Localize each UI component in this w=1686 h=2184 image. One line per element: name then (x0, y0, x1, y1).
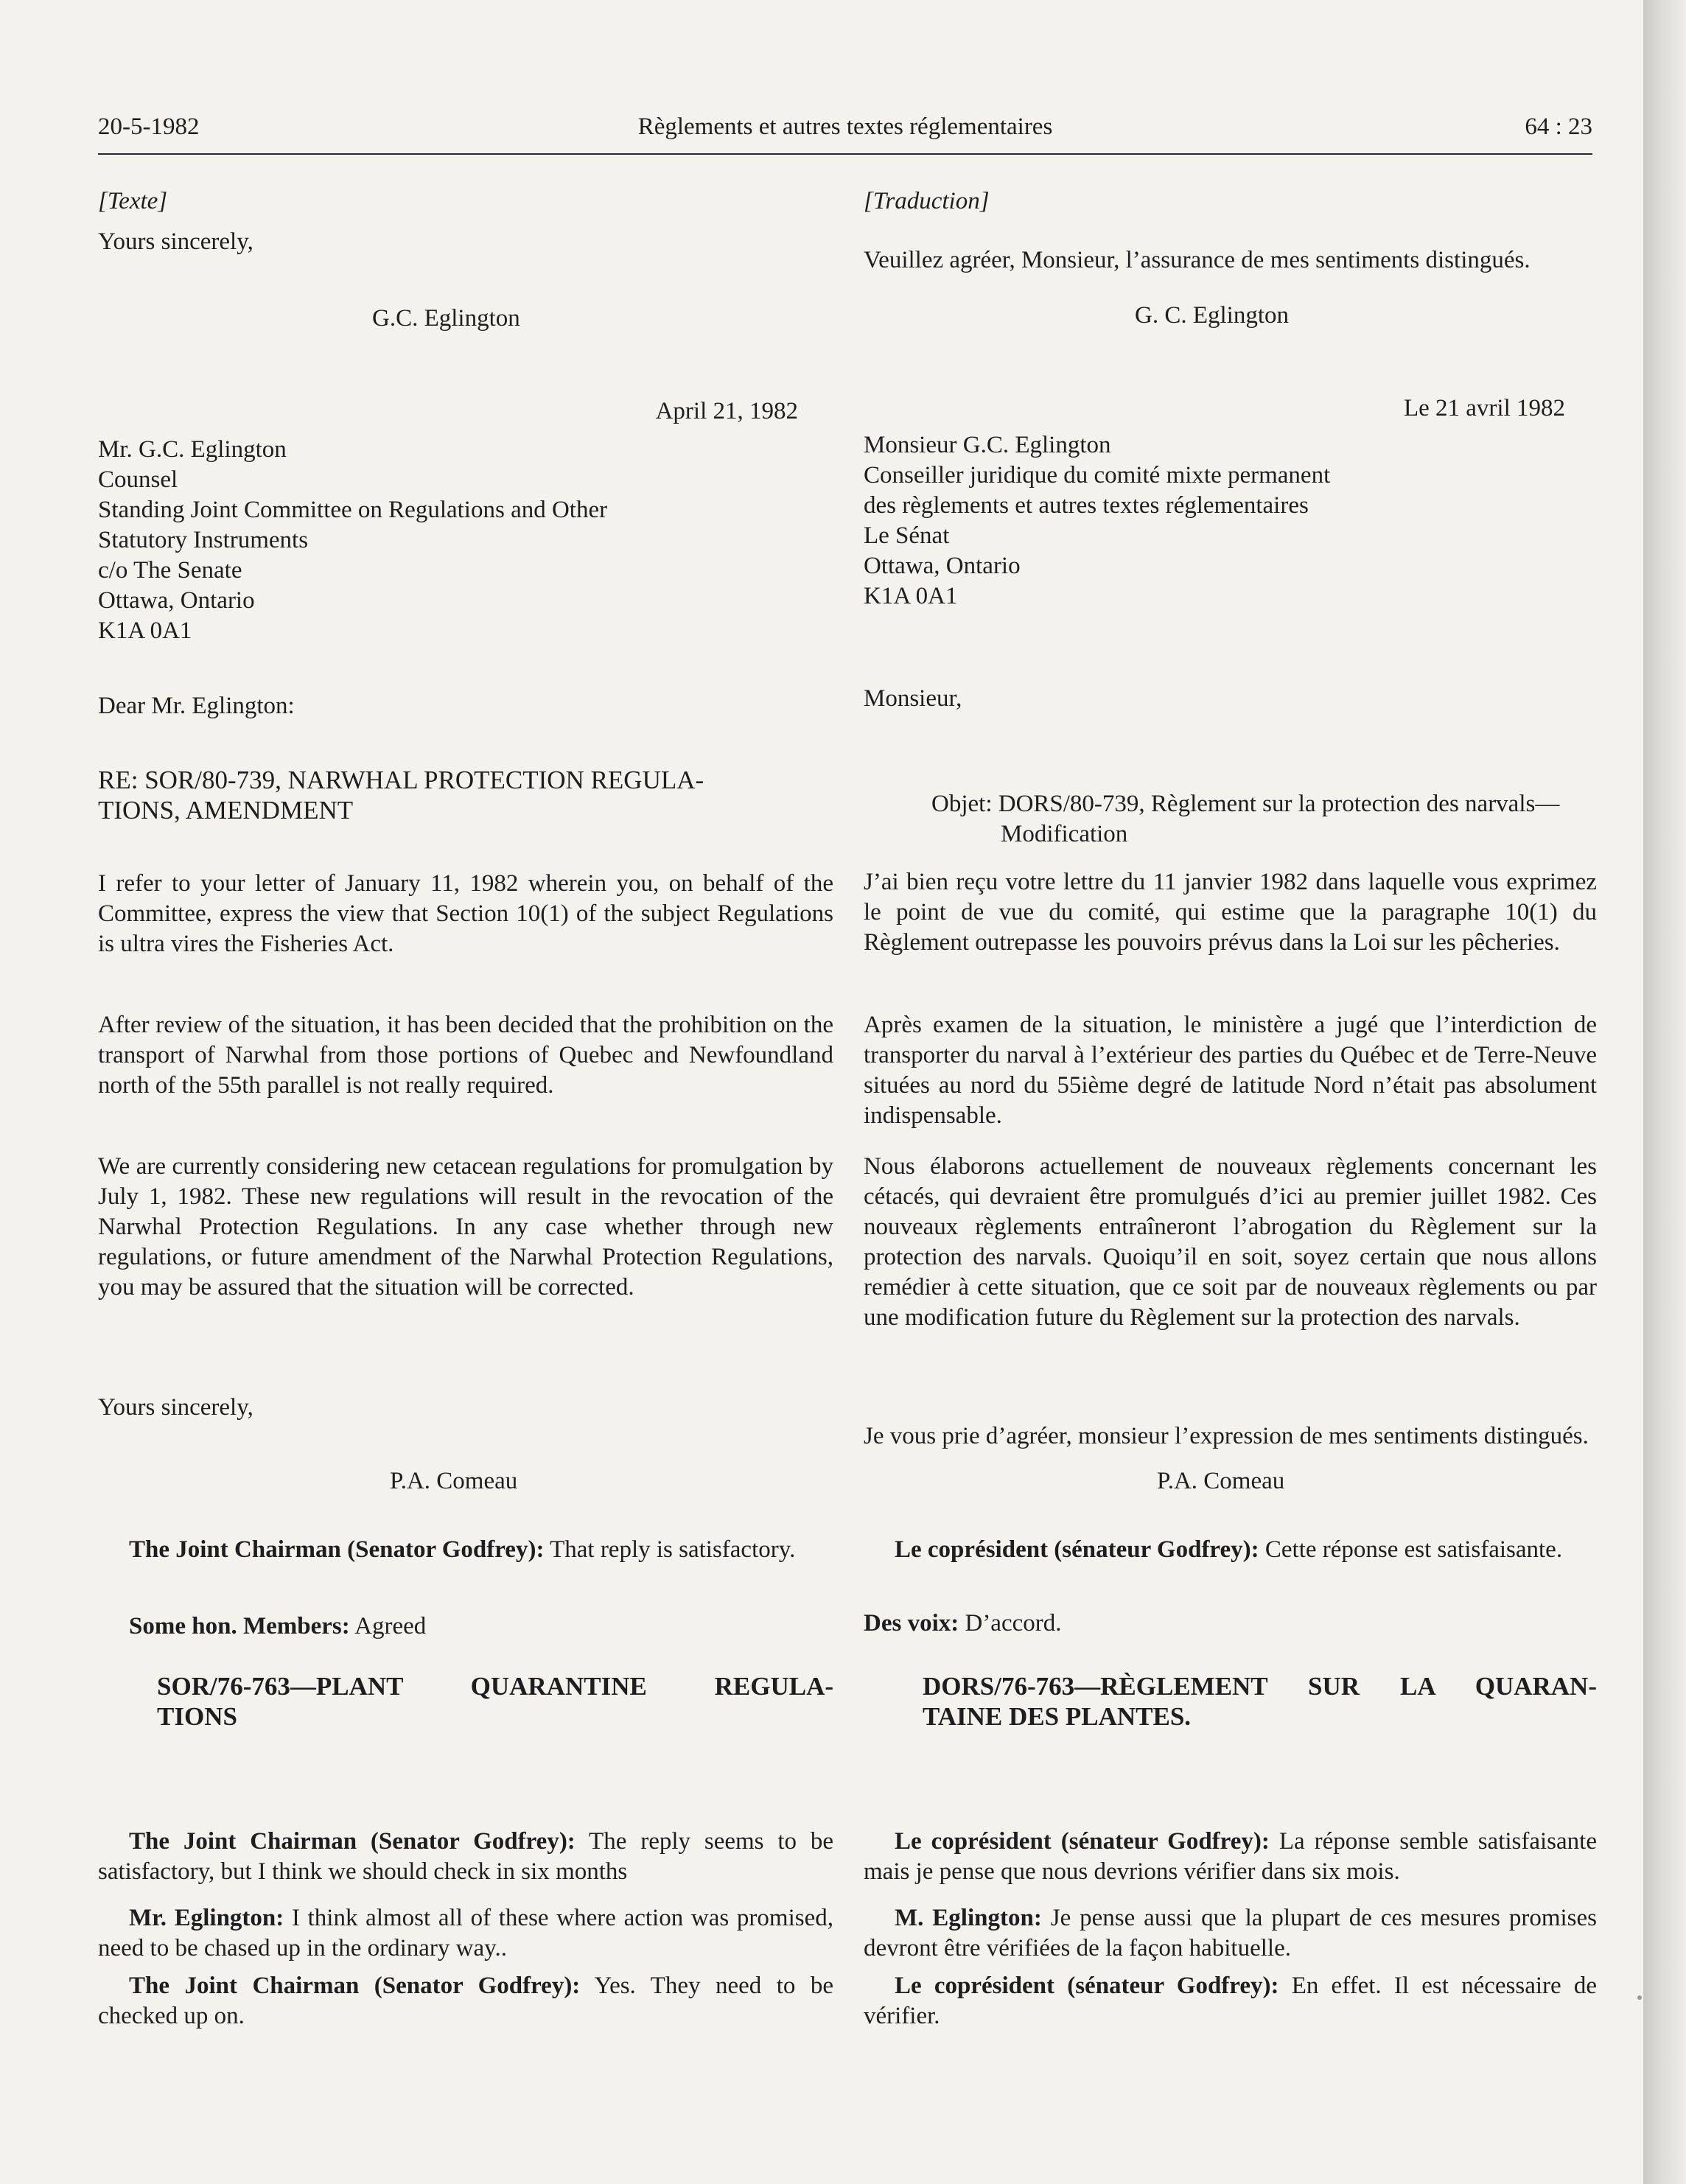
section-heading-quarantaine (864, 1671, 1597, 1701)
speaker-name: The Joint Chairman (Senator Godfrey): (129, 1536, 545, 1563)
speech-joint-chairman-2 (98, 1827, 833, 1887)
address-line: Conseiller juridique du comité mixte permanent (864, 462, 1331, 489)
address-line: Counsel (98, 466, 178, 493)
address-block (98, 435, 833, 646)
section-heading-quarantaine-2: TAINE DES PLANTES. (923, 1702, 1192, 1731)
paragraph-fr: Après examen de la situation, le ministère a jugé que l’interdiction de transporter du narval à l’extérieur des parties du Québec et de Terre-Neuve situées au nord du 55ième degré de latitude Nord n’était pas absolument indispensable. (864, 1012, 1597, 1129)
margin-mark (1637, 1995, 1642, 2000)
address-line: K1A 0A1 (864, 583, 958, 609)
salutation-fr: Monsieur, (864, 685, 962, 712)
speech-copresident-3 (864, 1971, 1597, 2031)
speech-text: En effet. Il est nécessaire de vérifier. (864, 1973, 1597, 2029)
section-heading-plant-quarantine-2: TIONS (157, 1702, 237, 1731)
header-title: Règlements et autres textes réglementaires (637, 113, 1053, 140)
header-page-number: 64 : 23 (1525, 113, 1592, 140)
speech-text: The reply seems to be satisfactory, but I think we should check in six months (98, 1828, 833, 1885)
paragraph: After review of the situation, it has been decided that the prohibition on the transport of Narwhal from those portions of Quebec and Newfoundland north of the 55th parallel is not really required. (98, 1012, 833, 1099)
address-line: c/o The Senate (98, 557, 242, 584)
speaker-name: Le coprésident (sénateur Godfrey): (895, 1536, 1259, 1563)
speaker-name: The Joint Chairman (Senator Godfrey): (129, 1828, 576, 1855)
signature-eglington-fr: G. C. Eglington (1135, 302, 1290, 329)
paragraph: We are currently considering new cetacean regulations for promulgation by July 1, 1982. These new regulations will result in the revocation of the Narwhal Protection Regulations. In any case whether through new regulations, or future amendment of the Narwhal Protection Regulations, you may be assured that the situation will be corrected. (98, 1153, 833, 1301)
speech-members (98, 1611, 833, 1642)
section-heading-line: SOR/76-763—PLANT QUARANTINE REGULA- (157, 1672, 833, 1701)
header-date: 20-5-1982 (98, 113, 200, 140)
speaker-name: Le coprésident (sénateur Godfrey): (895, 1973, 1279, 1999)
speech-joint-chairman (98, 1535, 833, 1565)
speech-text: That reply is satisfactory. (544, 1536, 796, 1563)
speaker-name: Des voix: (864, 1610, 959, 1637)
speech-copresident-2 (864, 1827, 1597, 1887)
paragraph-fr: Nous élaborons actuellement de nouveaux règlements concernant les cétacés, qui devraient être promulgués d’ici au premier juillet 1982. Ces nouveaux règlements entraîneront l’abrogation du Règlement sur la protection des narvals. Quoiqu’il en soit, soyez certain que nous allons remédier à cette situation, que ce soit par de nouveaux règlements ou par une modification future du Règlement sur la protection des narvals. (864, 1153, 1597, 1331)
address-line: K1A 0A1 (98, 617, 192, 644)
re-heading-line: RE: SOR/80-739, NARWHAL PROTECTION REGULA- (98, 766, 704, 794)
address-line: Le Sénat (864, 522, 950, 549)
speech-text: I think almost all of these where action was promised, need to be chased up in the ordinary way.. (98, 1905, 833, 1961)
speaker-name: Le coprésident (sénateur Godfrey): (895, 1828, 1270, 1855)
speech-text: Agreed (349, 1613, 427, 1639)
closing-phrase: Veuillez agréer, Monsieur, l’assurance de mes sentiments distingués. (864, 247, 1531, 273)
address-line: Monsieur G.C. Eglington (864, 432, 1111, 458)
section-heading-line: DORS/76-763—RÈGLEMENT SUR LA QUARAN- (923, 1672, 1597, 1701)
salutation: Dear Mr. Eglington: (98, 693, 295, 719)
speech-des-voix (864, 1609, 1597, 1639)
signature-eglington: G.C. Eglington (372, 305, 520, 332)
speech-eglington-fr (864, 1903, 1597, 1964)
speech-text: La réponse semble satisfaisante mais je pense que nous devrions vérifier dans six mois. (864, 1828, 1597, 1885)
address-line: Statutory Instruments (98, 527, 309, 553)
texte-tag: [Texte] (98, 188, 168, 214)
speech-eglington (98, 1903, 833, 1964)
re-heading-line: TIONS, AMENDMENT (98, 796, 354, 825)
speaker-name: M. Eglington: (895, 1905, 1042, 1931)
speech-text: Cette réponse est satisfaisante. (1259, 1536, 1563, 1563)
speech-text: Je pense aussi que la plupart de ces mesures promises devront être vérifiées de la façon habituelle. (864, 1905, 1598, 1961)
speech-joint-chairman-3 (98, 1971, 833, 2031)
signature-comeau-fr: P.A. Comeau (1157, 1468, 1285, 1494)
traduction-tag: [Traduction] (864, 188, 990, 214)
speech-copresident (864, 1535, 1597, 1565)
signature-comeau: P.A. Comeau (390, 1468, 518, 1494)
binding-gutter (1643, 0, 1686, 2184)
yours-sincerely-2: Yours sincerely, (98, 1394, 253, 1421)
speaker-name: Some hon. Members: (129, 1613, 350, 1639)
speech-text: Yes. They need to be checked up on. (98, 1973, 833, 2029)
speech-text: D’accord. (959, 1610, 1062, 1637)
letter-date-fr: Le 21 avril 1982 (1403, 395, 1565, 421)
page-header (98, 109, 1592, 155)
paragraph-fr: J’ai bien reçu votre lettre du 11 janvier 1982 dans laquelle vous exprimez le point de vue du comité, qui estime que la paragraphe 10(1) du Règlement outrepasse les pouvoirs prévus dans la Loi sur les pêcheries. (864, 869, 1597, 956)
re-heading (98, 765, 833, 825)
address-line: Ottawa, Ontario (864, 553, 1021, 579)
address-line: Ottawa, Ontario (98, 587, 255, 614)
address-line: Standing Joint Committee on Regulations and Other (98, 497, 608, 523)
address-block-fr (864, 430, 1597, 612)
objet-line: Objet: DORS/80-739, Règlement sur la protection des narvals—Modification (931, 791, 1560, 847)
address-line: Mr. G.C. Eglington (98, 436, 287, 463)
address-line: des règlements et autres textes réglementaires (864, 492, 1309, 519)
section-heading-plant-quarantine (98, 1671, 833, 1701)
speaker-name: The Joint Chairman (Senator Godfrey): (129, 1973, 581, 1999)
yours-sincerely-1: Yours sincerely, (98, 228, 253, 255)
speaker-name: Mr. Eglington: (129, 1905, 284, 1931)
letter-date: April 21, 1982 (655, 398, 798, 424)
closing-phrase-2: Je vous prie d’agréer, monsieur l’expression de mes sentiments distingués. (864, 1423, 1589, 1449)
paragraph: I refer to your letter of January 11, 1982 wherein you, on behalf of the Committee, express the view that Section 10(1) of the subject Regulations is ultra vires the Fisheries Act. (98, 870, 833, 957)
